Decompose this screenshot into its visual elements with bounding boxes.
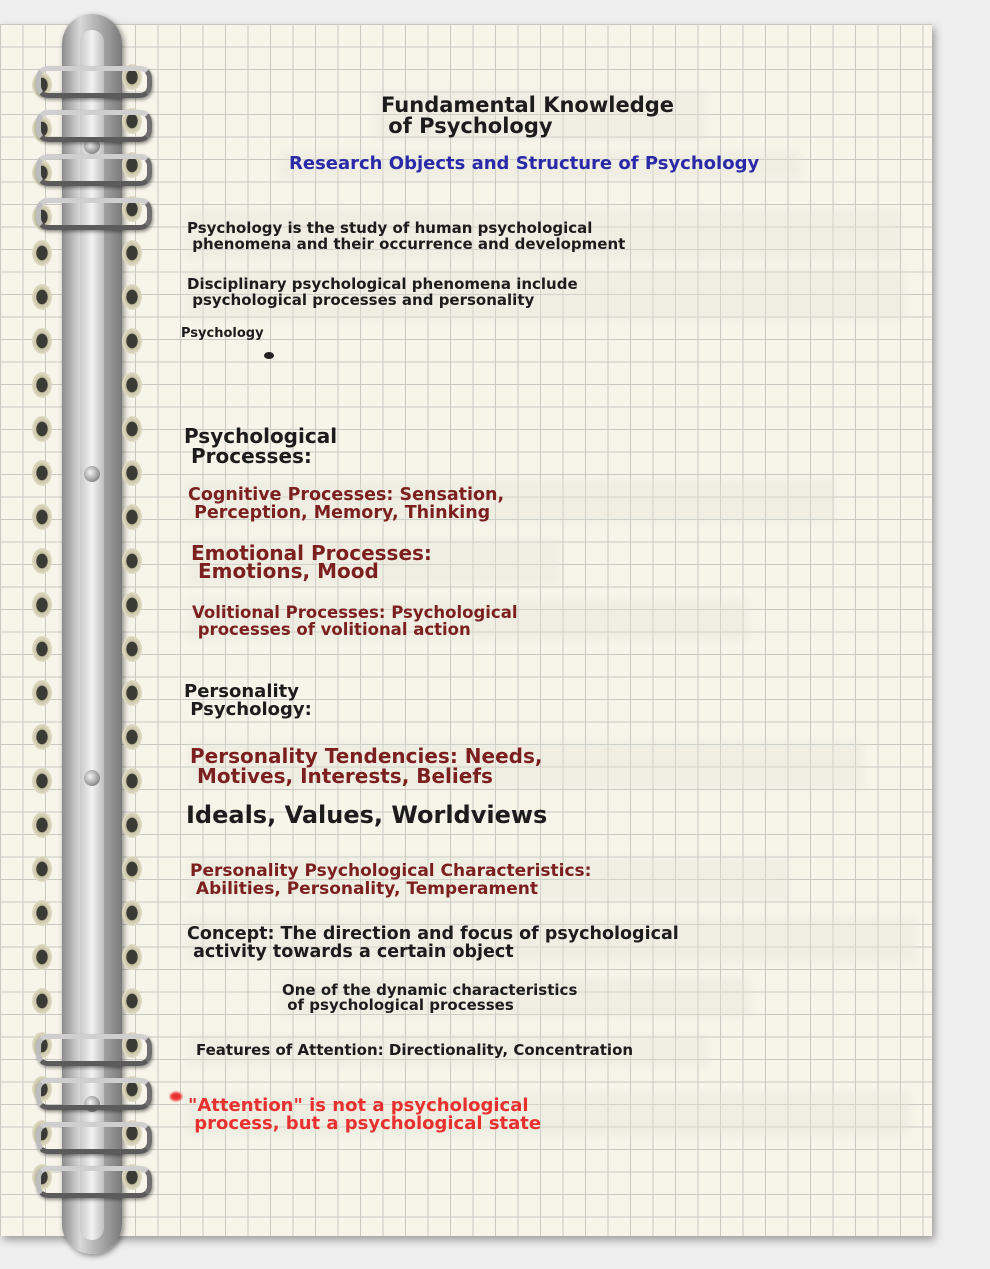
- note-phenomena: Disciplinary psychological phenomena include psychological processes and personality: [187, 275, 578, 309]
- note-features: Features of Attention: Directionality, Concentration: [196, 1041, 634, 1059]
- note-concept: Concept: The direction and focus of psychological activity towards a certain object: [187, 924, 679, 963]
- heading-personality-psychology: Personality Psychology:: [184, 681, 312, 721]
- binder-rivet: [84, 770, 100, 786]
- note-ideals: Ideals, Values, Worldviews: [186, 801, 548, 829]
- note-small-label: Psychology: [181, 326, 264, 341]
- binder-rivet: [84, 466, 100, 482]
- ink-dot: [264, 352, 274, 359]
- note-volitional: Volitional Processes: Psychological processes of volitional action: [192, 603, 518, 640]
- note-characteristics: Personality Psychological Characteristics: Abilities, Personality, Temperament: [190, 861, 592, 899]
- note-attention: "Attention" is not a psychological process, but a psychological state: [188, 1095, 542, 1134]
- page-title: Fundamental Knowledge of Psychology: [381, 93, 674, 139]
- page-subtitle: Research Objects and Structure of Psychology: [289, 153, 760, 174]
- note-tendencies: Personality Tendencies: Needs, Motives, Interests, Beliefs: [190, 744, 543, 788]
- heading-psychological-processes: Psychological Processes:: [184, 424, 338, 469]
- note-cognitive: Cognitive Processes: Sensation, Perception, Memory, Thinking: [188, 485, 505, 524]
- pen-mark: [170, 1092, 182, 1101]
- note-definition: Psychology is the study of human psychological phenomena and their occurrence and development: [187, 219, 626, 253]
- note-dynamic: One of the dynamic characteristics of psychological processes: [282, 981, 578, 1015]
- note-emotional: Emotional Processes: Emotions, Mood: [191, 541, 432, 583]
